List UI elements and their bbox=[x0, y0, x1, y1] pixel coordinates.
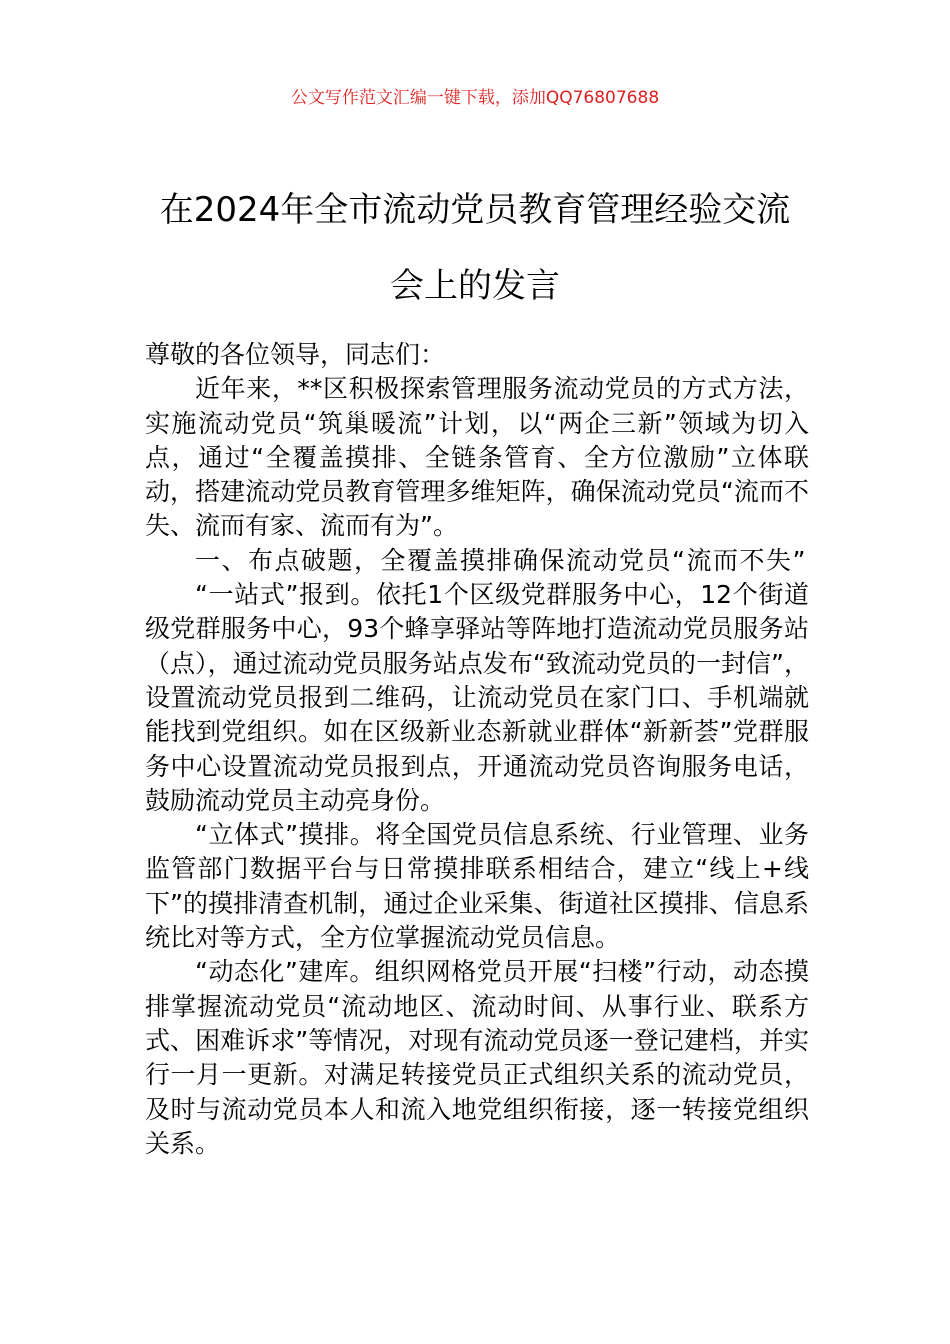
section-heading: 一、布点破题，全覆盖摸排确保流动党员“流而不失” bbox=[195, 545, 807, 575]
document-body bbox=[145, 338, 809, 1161]
paragraph-registration: “一站式”报到。依托1个区级党群服务中心，12个街道级党群服务中心，93个蜂享驿站等阵地打造流动党员服务站（点），通过流动党员服务站点发布“致流动党员的一封信”，设置流动党员报到二维码，让流动党员在家门口、手机端就能找到党组织。如在区级新业态新就业群体“新新荟”党群服务中心设置流动党员报到点，开通流动党员咨询服务电话，鼓励流动党员主动亮身份。 bbox=[145, 580, 809, 815]
document-title bbox=[120, 172, 830, 324]
intro-paragraph: 近年来，**区积极探索管理服务流动党员的方式方法，实施流动党员“筑巢暖流”计划，以“两企三新”领域为切入点，通过“全覆盖摸排、全链条管育、全方位激励”立体联动，搭建流动党员教育管理多维矩阵，确保流动党员“流而不失、流而有家、流而有为”。 bbox=[145, 374, 809, 541]
paragraph-survey: “立体式”摸排。将全国党员信息系统、行业管理、业务监管部门数据平台与日常摸排联系相结合，建立“线上+线下”的摸排清查机制，通过企业采集、街道社区摸排、信息系统比对等方式，全方位掌握流动党员信息。 bbox=[145, 820, 809, 953]
download-banner: 公文写作范文汇编一键下载，添加QQ76807688 bbox=[290, 88, 660, 108]
paragraph-database: “动态化”建库。组织网格党员开展“扫楼”行动，动态摸排掌握流动党员“流动地区、流动时间、从事行业、联系方式、困难诉求”等情况，对现有流动党员逐一登记建档，并实行一月一更新。对满足转接党员正式组织关系的流动党员，及时与流动党员本人和流入地党组织衔接，逐一转接党组织关系。 bbox=[145, 957, 809, 1158]
title-line-2: 会上的发言 bbox=[390, 266, 560, 306]
salutation: 尊敬的各位领导，同志们： bbox=[145, 340, 446, 369]
title-line-1: 在2024年全市流动党员教育管理经验交流 bbox=[159, 190, 791, 230]
